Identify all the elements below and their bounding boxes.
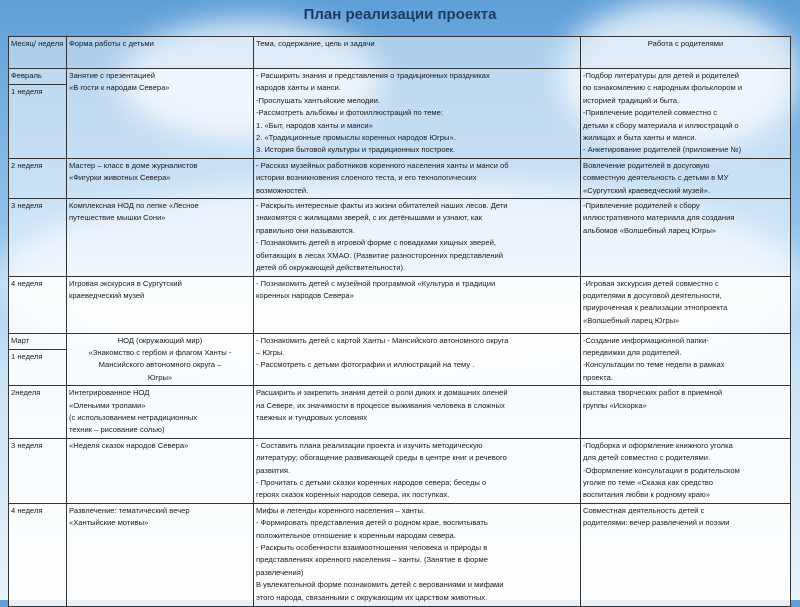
form-cell <box>67 503 254 606</box>
parents-cell-line: воспитания любви к родному краю» <box>583 490 710 500</box>
content-cell <box>254 503 581 606</box>
parents-cell-line: родителями в досуговой деятельности, <box>583 290 722 300</box>
parents-cell-line: альбомов «Волшебный ларец Югры» <box>583 225 717 235</box>
content-cell-line: этого народа, связанными с окружающим их царством животных. <box>256 592 488 602</box>
parents-cell <box>581 438 791 503</box>
content-cell-line: 2. «Традиционные промыслы коренных народов Югры». <box>256 133 456 143</box>
parents-cell-line: приуроченная к реализации этнопроекта <box>583 303 728 313</box>
form-cell-line: Мастер – класс в доме журналистов <box>69 160 198 170</box>
content-cell-line: -Прослушать хантыйские мелодии. <box>256 95 380 105</box>
content-cell-line: представлениях коренного населения – ханты. (Занятие в форме <box>256 555 488 565</box>
content-cell-line: - Составить плана реализации проекта и изучить методическую <box>256 440 483 450</box>
content-cell <box>254 438 581 503</box>
parents-cell-line: -Подборка и оформление книжного уголка <box>583 440 733 450</box>
form-cell <box>67 438 254 503</box>
content-cell-line: развлечения) <box>256 567 304 577</box>
content-cell-line: героях сказок коренных народов севера, их поступках. <box>256 490 450 500</box>
content-cell-line: коренных народов Севера» <box>256 290 354 300</box>
parents-cell-line: выставка творческих работ в приемной <box>583 388 723 398</box>
form-cell-line: НОД (окружающий мир) <box>117 335 203 345</box>
week-cell: 2неделя <box>9 386 67 439</box>
content-cell-line: знакомятся с жилищами зверей, с их детёнышами и узнают, как <box>256 213 482 223</box>
form-cell <box>67 69 254 159</box>
content-cell-line: – Югры. <box>256 347 285 357</box>
form-cell-line: Занятие с презентацией <box>69 71 155 80</box>
content-cell <box>254 158 581 198</box>
content-cell-line: - Познакомить детей с музейной программой «Культура и традиции <box>256 278 496 288</box>
table-row <box>9 158 791 198</box>
form-cell-line: «Неделя сказок народов Севера» <box>69 440 189 450</box>
form-cell-line: путешествие мышки Сони» <box>69 213 166 223</box>
form-cell <box>67 276 254 333</box>
content-cell-line: - Раскрыть особенности взаимоотношения человека и природы в <box>256 543 488 552</box>
parents-cell-line: -Подбор литературы для детей и родителей <box>583 71 740 80</box>
form-cell-line: Мансийского автономного округа – <box>98 360 222 370</box>
content-cell-line: развития. <box>256 465 291 475</box>
parents-cell-line: детьми к сбору материала и иллюстраций о <box>583 120 739 130</box>
table-row <box>9 333 791 349</box>
form-cell-line: Игровая экскурсия в Сургутский <box>69 278 182 288</box>
content-cell-line: народов ханты и манси. <box>256 83 341 93</box>
content-cell-line: положительное отношение к коренным народам севера. <box>256 530 456 540</box>
table-row <box>9 276 791 333</box>
form-cell-line: «Хантыйские мотивы» <box>69 518 149 528</box>
content-cell <box>254 276 581 333</box>
parents-cell-line: «Волшебный ларец Югры» <box>583 315 680 325</box>
table-row <box>9 69 791 85</box>
week-cell: 3 неделя <box>9 438 67 503</box>
form-cell-line: краеведческий музей <box>69 290 145 300</box>
header-month-week: Месяц/ неделя <box>9 37 67 69</box>
month-cell: Февраль <box>9 69 67 85</box>
content-cell-line: - Формировать представления детей о родном крае, воспитывать <box>256 518 488 528</box>
parents-cell-line: -Привлечение родителей совместно с <box>583 108 718 118</box>
parents-cell-line: - Анкетирование родителей (приложение №) <box>583 145 742 155</box>
content-cell-line: истории возникновения слоеного теста, и его технологических <box>256 173 477 183</box>
header-content: Тема, содержание, цель и задачи <box>254 37 581 69</box>
form-cell-line: «Фигурки животных Севера» <box>69 173 171 183</box>
content-cell-line: таежных и тундровых условиях <box>256 412 368 422</box>
form-cell-line: «Знакомство с гербом и флагом Ханты - <box>88 347 232 357</box>
content-cell-line: - Расширить знания и представления о традиционных праздниках <box>256 71 490 80</box>
content-cell-line: - Познакомить детей в игровой форме с повадками хищных зверей, <box>256 238 496 248</box>
week-cell: 3 неделя <box>9 199 67 276</box>
parents-cell-line: группы «Искорка» <box>583 400 647 410</box>
table-row <box>9 199 791 276</box>
form-cell-line: Развлечение: тематический вечер <box>69 505 190 515</box>
parents-cell <box>581 158 791 198</box>
month-cell: Март <box>9 333 67 349</box>
form-cell <box>67 333 254 386</box>
content-cell-line: на Севере, их значимости в процессе выживания человека в сложных <box>256 400 505 410</box>
parents-cell-line: -Оформление консультации в родительском <box>583 465 740 475</box>
week-cell: 4 неделя <box>9 276 67 333</box>
form-cell-line: «Оленьими тропами» <box>69 400 146 410</box>
project-plan-table <box>8 36 791 607</box>
content-cell-line: Расширить и закрепить знания детей о роли диких и домашних оленей <box>256 388 508 398</box>
form-cell-line: (с использованием нетрадиционных <box>69 412 198 422</box>
form-cell <box>67 386 254 439</box>
parents-cell-line: -Консультации по теме недели в рамках <box>583 360 725 370</box>
content-cell-line: - Рассказ музейных работников коренного населения ханты и манси об <box>256 160 509 170</box>
content-cell-line: -Рассмотреть альбомы и фотоиллюстраций по теме: <box>256 108 443 118</box>
parents-cell <box>581 69 791 159</box>
content-cell-line: - Прочитать с детьми сказки коренных народов севера; беседы о <box>256 477 487 487</box>
content-cell-line: В увлекательной форме познакомить детей с верованиями и мифами <box>256 580 504 590</box>
form-cell-line: Югры» <box>147 372 173 382</box>
parents-cell-line: -Привлечение родителей к сбору <box>583 201 700 211</box>
parents-cell-line: передвижки для родителей. <box>583 347 682 357</box>
parents-cell-line: родителями: вечер развлечений и поэзии <box>583 518 730 528</box>
header-parents: Работа с родителями <box>581 37 791 69</box>
content-cell <box>254 69 581 159</box>
header-form: Форма работы с детьми <box>67 37 254 69</box>
content-cell-line: 1. «Быт, народов ханты и манси» <box>256 120 373 130</box>
content-cell-line: литературу; обогащение развивающей среды в центре книг и речевого <box>256 453 507 463</box>
content-cell-line: детей об окружающей действительности). <box>256 263 406 273</box>
form-cell-line: Интегрированное НОД <box>69 388 150 398</box>
content-cell-line: возможностей. <box>256 185 309 195</box>
table-row <box>9 386 791 439</box>
parents-cell-line: -Игровая экскурсия детей совместно с <box>583 278 719 288</box>
form-cell <box>67 158 254 198</box>
content-cell <box>254 199 581 276</box>
parents-cell-line: по ознакомлению с народным фольклором и <box>583 83 743 93</box>
parents-cell-line: Вовлечение родителей в досуговую <box>583 160 710 170</box>
form-cell-line: техник – рисование солью) <box>69 425 165 435</box>
parents-cell-line: иллюстративного материала для создания <box>583 213 735 223</box>
form-cell-line: «В гости к народам Севера» <box>69 83 170 93</box>
week-cell: 1 неделя <box>9 349 67 385</box>
parents-cell-line: Совместная деятельность детей с <box>583 505 705 515</box>
table-header-row <box>9 37 791 69</box>
parents-cell <box>581 333 791 386</box>
week-cell: 1 неделя <box>9 85 67 159</box>
content-cell-line: - Познакомить детей с картой Ханты - Мансийского автономного округа <box>256 335 509 345</box>
form-cell <box>67 199 254 276</box>
parents-cell-line: -Создание информационной папки- <box>583 335 709 345</box>
content-cell-line: - Раскрыть интересные факты из жизни обитателей наших лесов. Дети <box>256 201 508 211</box>
parents-cell <box>581 503 791 606</box>
content-cell-line: Мифы и легенды коренного населения – ханты. <box>256 505 426 515</box>
content-cell <box>254 386 581 439</box>
content-cell-line: 3. История бытовой культуры и традиционных построек. <box>256 145 456 155</box>
parents-cell <box>581 199 791 276</box>
parents-cell-line: жилищах и быта ханты и манси. <box>583 133 697 143</box>
parents-cell-line: для детей совместно с родителями. <box>583 453 711 463</box>
parents-cell <box>581 386 791 439</box>
content-cell <box>254 333 581 386</box>
parents-cell-line: «Сургутский краеведческий музей». <box>583 185 710 195</box>
parents-cell-line: проекта. <box>583 372 613 382</box>
parents-cell-line: историей традиций и быта. <box>583 95 680 105</box>
page-title: План реализации проекта <box>303 6 497 23</box>
form-cell-line: Комплексная НОД по лепке «Лесное <box>69 201 199 211</box>
parents-cell <box>581 276 791 333</box>
week-cell: 2 неделя <box>9 158 67 198</box>
content-cell-line: обитающих в лесах ХМАО. (Развитие разносторонних представлений <box>256 250 504 260</box>
parents-cell-line: совместную деятельность с детьми в МУ <box>583 173 729 183</box>
content-cell-line: - Рассмотреть с детьми фотографии и иллюстраций на тему . <box>256 360 475 370</box>
content-cell-line: правильно они называются. <box>256 225 355 235</box>
table-row <box>9 438 791 503</box>
parents-cell-line: уголке по теме «Сказка как средство <box>583 477 713 487</box>
table-row <box>9 503 791 606</box>
week-cell: 4 неделя <box>9 503 67 606</box>
